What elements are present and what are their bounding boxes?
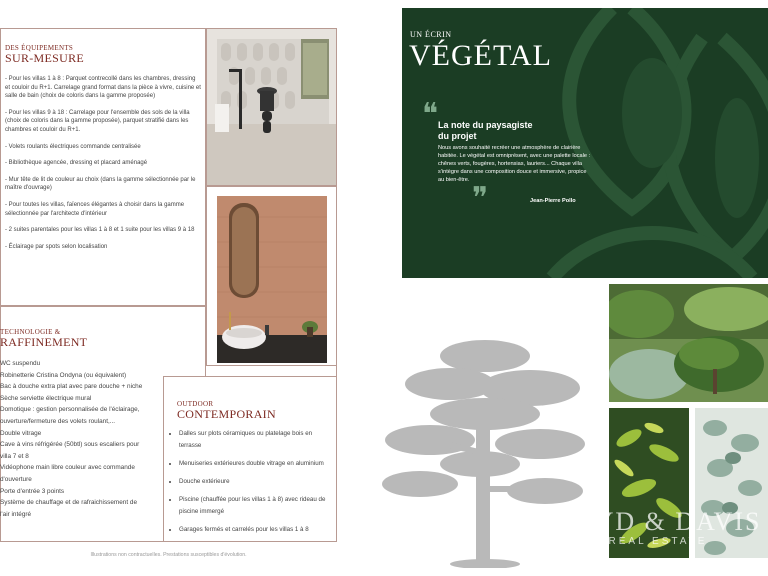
list-item: • Dalles sur plots céramiques ou platelage bois en terrasse <box>179 428 330 452</box>
list-item: WC suspendu <box>0 360 41 367</box>
vegetal-panel <box>402 8 768 278</box>
list-item: • Douche extérieure <box>179 476 330 488</box>
watermark-name: BOYD & DAVIS <box>554 507 762 536</box>
outdoor-heading-small: OUTDOOR <box>177 400 214 408</box>
list-item: • Menuiseries extérieures double vitrage en aluminium <box>179 458 330 470</box>
list-item: - Pour toutes les villas, faïences élégantes à choisir dans la gamme sélectionnée par l'architecte d'intérieur <box>5 201 185 217</box>
list-item: l'air intégré <box>0 510 32 518</box>
close-quote-icon: ❞ <box>472 182 489 215</box>
watermark-sub: REAL ESTATE <box>608 536 708 547</box>
equipements-heading-small: DES ÉQUIPEMENTS <box>5 44 74 52</box>
equipements-list <box>5 75 201 259</box>
list-item: - Mur tête de lit de couleur au choix (dans la gamme sélectionnée par le maître d'ouvrage) <box>5 176 196 192</box>
list-item: Domotique : gestion personnalisée de l'éclairage, <box>0 406 140 414</box>
quote-title-line-1: La note du paysagiste <box>438 120 533 130</box>
open-quote-icon: ❝ <box>422 98 439 131</box>
quote-title-line-2: du projet <box>438 131 477 141</box>
list-item: - Éclairage par spots selon localisation <box>5 243 108 250</box>
vegetal-heading-big: VÉGÉTAL <box>409 39 552 72</box>
watermark-logo <box>548 508 768 547</box>
list-item: - Bibliothèque agencée, dressing et placard aménagé <box>5 160 148 167</box>
technologie-heading-big: RAFFINEMENT <box>0 335 88 349</box>
equipements-heading <box>5 44 195 65</box>
list-item: - Pour les villas 9 à 18 : Carrelage pour l'ensemble des sols de la villa (choix de coloris dans la gamme proposée), parquet stratifié dans les chambres et couloir du R+1. <box>5 109 190 133</box>
list-item: ouverture/fermeture des volets roulant,... <box>0 417 116 425</box>
list-item: Double vitrage <box>0 429 42 437</box>
technologie-heading <box>0 328 190 349</box>
list-item: d'ouverture <box>0 475 32 483</box>
list-item: • Garages fermés et carrelés pour les villas 1 à 8 <box>179 524 330 536</box>
technologie-heading-small: TECHNOLOGIE & <box>0 328 61 336</box>
outdoor-heading-big: CONTEMPORAIN <box>177 407 276 421</box>
list-item: Bac à douche extra plat avec pare douche + niche <box>0 383 143 391</box>
vegetal-heading-small: UN ÉCRIN <box>410 30 452 39</box>
list-item: - Volets roulants électriques commande centralisée <box>5 143 141 150</box>
equipements-heading-big: SUR-MESURE <box>5 51 85 65</box>
list-item: Cave à vins réfrigérée (50btl) sous escaliers pour <box>0 441 140 449</box>
disclaimer: Illustrations non contractuelles. Prestations susceptibles d'évolution. <box>90 552 247 558</box>
quote-title <box>438 120 533 142</box>
quote-author: Jean-Pierre Pollo <box>530 198 576 204</box>
list-item: villa 7 et 8 <box>0 452 29 460</box>
bathroom-photo-image <box>207 29 337 186</box>
list-item: - Pour les villas 1 à 8 : Parquet contrecollé dans les chambres, dressing et couloir du R+1. Carrelage grand format dans la pièce à vivre, cuisine et salle de bain (choix de coloris dans la gamme proposée) <box>5 76 201 100</box>
list-item: Robinetterie Cristina Ondyna (ou équivalent) <box>0 371 127 379</box>
quote-text: Nous avons souhaité recréer une atmosphère de clairière habitée. Le végétal est omniprésent, avec une palette locale : chênes verts, fougères, hortensias, lauriers... Chaque villa s'intègre dans une composition douce et immersive, propice au bien-être. <box>438 145 591 183</box>
outdoor-list <box>170 428 330 542</box>
bathroom-photo <box>206 28 337 186</box>
list-item: Système de chauffage et de rafraichissement de <box>0 499 138 507</box>
plant-photo-1-image <box>609 284 768 402</box>
list-item: - 2 suites parentales pour les villas 1 à 8 et 1 suite pour les villas 9 à 18 <box>5 227 195 234</box>
sink-photo <box>206 186 337 366</box>
list-item: Sèche serviette électrique mural <box>0 394 92 402</box>
list-item: • Piscine (chauffée pour les villas 1 à 8) avec rideau de piscine immergé <box>179 494 330 518</box>
list-item: Porte d'entrée 3 points <box>0 487 65 495</box>
sink-photo-image <box>207 187 337 366</box>
outdoor-heading <box>177 400 327 421</box>
technologie-list <box>0 358 165 520</box>
plant-photo-1 <box>609 284 768 402</box>
list-item: Vidéophone main libre couleur avec commande <box>0 464 135 472</box>
